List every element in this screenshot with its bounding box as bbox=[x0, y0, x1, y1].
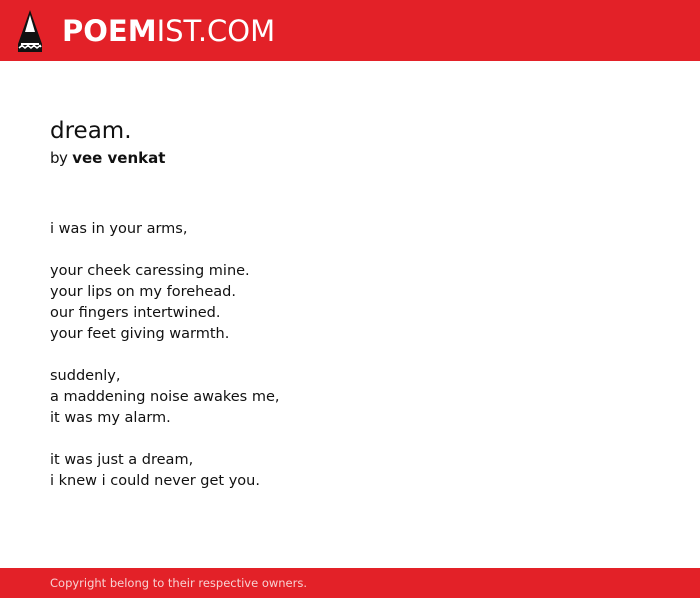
poem-header bbox=[50, 116, 650, 168]
poem-line: our fingers intertwined. bbox=[50, 305, 221, 321]
poem-line: it was my alarm. bbox=[50, 410, 171, 426]
copyright-text: Copyright belong to their respective owners. bbox=[50, 576, 308, 590]
site-logo-text bbox=[62, 10, 275, 52]
poem-line: i knew i could never get you. bbox=[50, 473, 260, 489]
poem-stanza bbox=[50, 219, 650, 240]
poem-body bbox=[50, 219, 650, 513]
poem-title: dream. bbox=[50, 118, 132, 144]
poem-line: your feet giving warmth. bbox=[50, 326, 230, 342]
logo-light-text: IST.COM bbox=[156, 14, 276, 48]
poem-author: vee venkat bbox=[72, 149, 166, 167]
poem-line: a maddening noise awakes me, bbox=[50, 389, 280, 405]
poem-byline bbox=[50, 148, 650, 168]
poem-line: it was just a dream, bbox=[50, 452, 194, 468]
site-footer bbox=[0, 568, 700, 598]
poem-line: i was in your arms, bbox=[50, 221, 188, 237]
poem-stanza bbox=[50, 366, 650, 429]
byline-prefix: by bbox=[50, 149, 68, 167]
poem-stanza bbox=[50, 450, 650, 492]
site-logo-link[interactable] bbox=[18, 10, 275, 52]
poem-line: your cheek caressing mine. bbox=[50, 263, 250, 279]
poem-line: suddenly, bbox=[50, 368, 121, 384]
poem-line: your lips on my forehead. bbox=[50, 284, 236, 300]
logo-bold-text: POEM bbox=[62, 14, 157, 48]
pen-nib-icon bbox=[18, 10, 42, 52]
site-header bbox=[0, 0, 700, 61]
poem-stanza bbox=[50, 261, 650, 345]
